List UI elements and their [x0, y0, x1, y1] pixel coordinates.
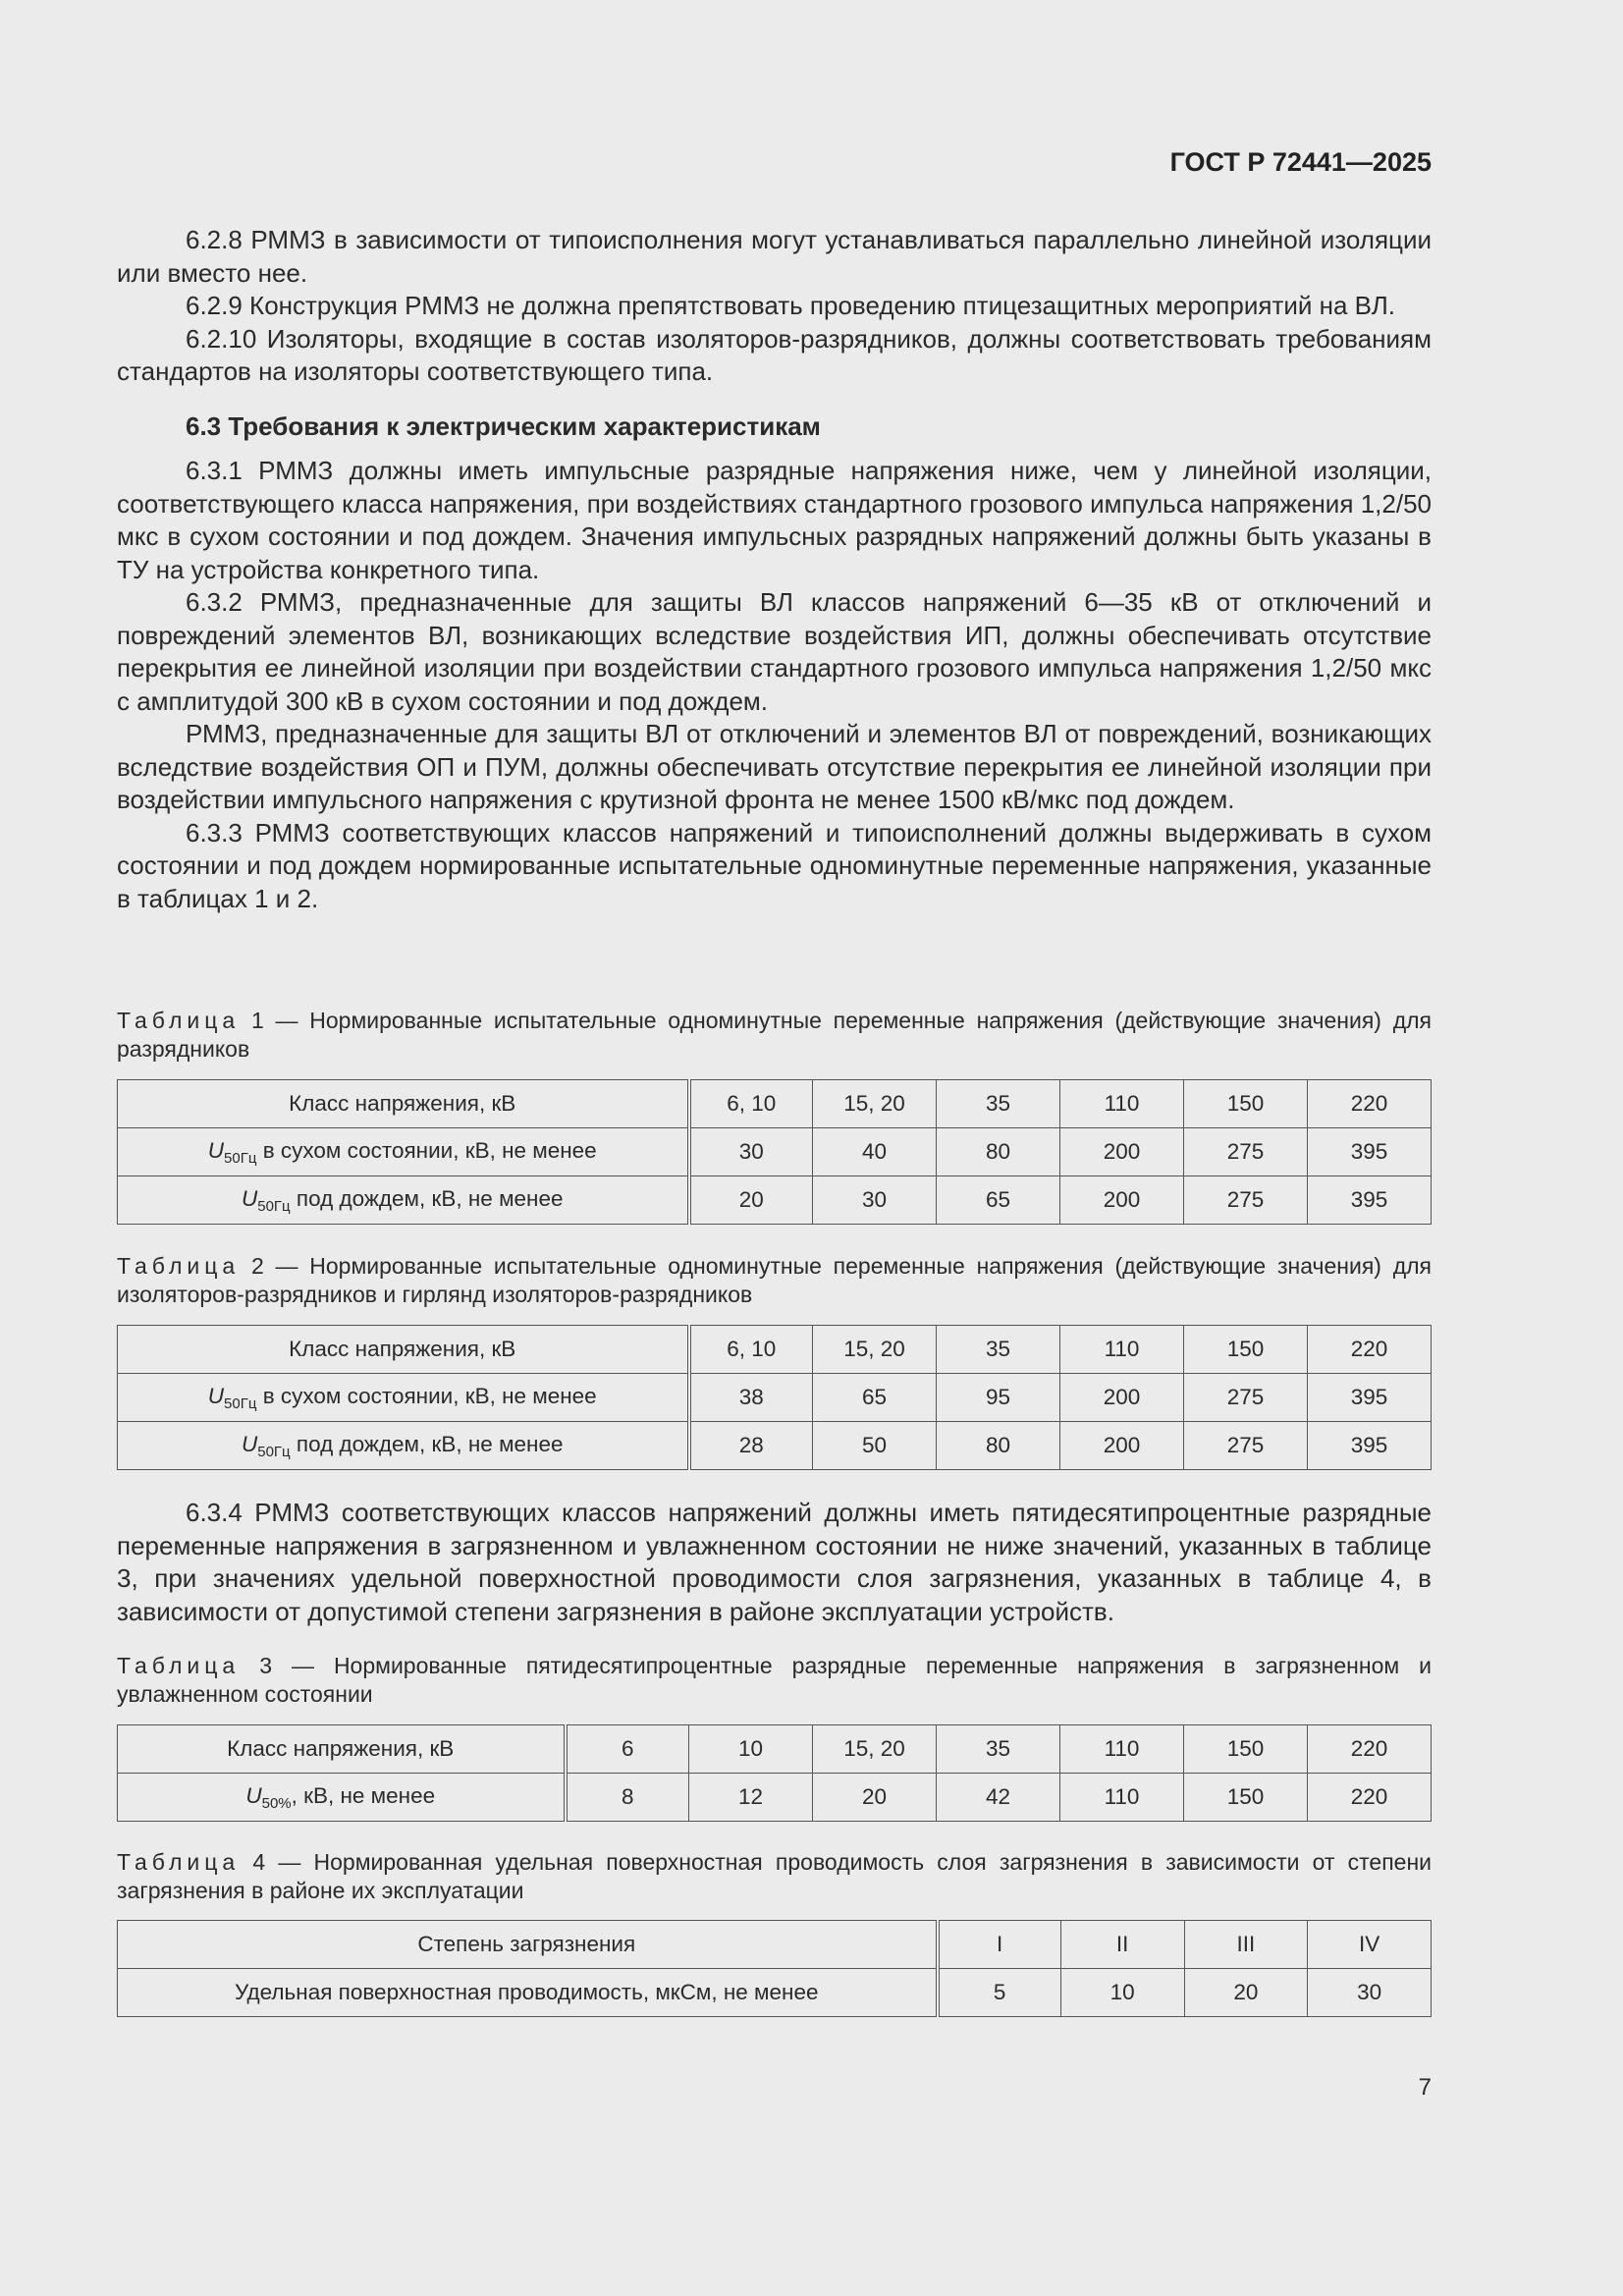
table-cell: 395	[1308, 1374, 1432, 1422]
table3-row-header-class: Класс напряжения, кВ	[118, 1725, 566, 1774]
table-cell: 150	[1184, 1725, 1308, 1774]
table-row	[118, 1921, 1432, 1969]
table2-caption-text: 2 — Нормированные испытательные одноминутные переменные напряжения (действующие значения) для изоляторов-разрядников и гирлянд изоляторов-разрядников	[117, 1253, 1433, 1307]
table1-row-header-dry: $U_{50Гц}$ в сухом состоянии, кВ, не менее	[118, 1128, 689, 1176]
table-row	[118, 1128, 1432, 1176]
paragraph-6-2-8: 6.2.8 РММЗ в зависимости от типоисполнения могут устанавливаться параллельно линейной изоляции или вместо нее.	[117, 225, 1432, 288]
text-block-2	[117, 1497, 1432, 1628]
table-cell: 15, 20	[813, 1725, 937, 1774]
table1-caption	[117, 1007, 1432, 1064]
table-cell: 275	[1184, 1374, 1308, 1422]
table-cell: 95	[937, 1374, 1060, 1422]
table-cell: 220	[1308, 1725, 1432, 1774]
table2	[117, 1325, 1432, 1470]
paragraph-6-3-3: 6.3.3 РММЗ соответствующих классов напряжений и типоисполнений должны выдерживать в сухом состоянии и под дождем нормированные испытательные одноминутные переменные напряжения, указанные в таблицах 1 и 2.	[117, 817, 1432, 913]
table-cell: 200	[1060, 1374, 1184, 1422]
table-cell: 275	[1184, 1128, 1308, 1176]
paragraph-rmmz-op-pum: РММЗ, предназначенные для защиты ВЛ от отключений и элементов ВЛ от повреждений, возникающих вследствие воздействия ОП и ПУМ, должны обеспечивать отсутствие перекрытия ее линейной изоляции при воздействии импульсного напряжения с крутизной фронта не менее 1500 кВ/мкс под дождем.	[117, 719, 1432, 814]
table-cell: 110	[1060, 1326, 1184, 1374]
table-cell: 5	[938, 1969, 1061, 2017]
table-cell: 65	[937, 1176, 1060, 1225]
table2-row-header-class: Класс напряжения, кВ	[118, 1326, 689, 1374]
table4	[117, 1920, 1432, 2017]
section-title-6-3: 6.3 Требования к электрическим характеристикам	[186, 410, 821, 441]
table-cell: 10	[689, 1725, 813, 1774]
table-cell: III	[1184, 1921, 1308, 1969]
table-cell: 200	[1060, 1422, 1184, 1470]
paragraph-6-3-4: 6.3.4 РММЗ соответствующих классов напряжений должны иметь пятидесятипроцентные разрядные переменные напряжения в загрязненном и увлажненном состоянии не ниже значений, указанных в таблице 3, при значениях удельной поверхностной проводимости слоя загрязнения, указанных в таблице 4, в зависимости от допустимой степени загрязнения в районе эксплуатации устройств.	[117, 1498, 1432, 1626]
table4-row-header-degree: Степень загрязнения	[118, 1921, 938, 1969]
table-cell: 80	[937, 1128, 1060, 1176]
paragraph-6-3-2: 6.3.2 РММЗ, предназначенные для защиты ВЛ классов напряжений 6—35 кВ от отключений и повреждений элементов ВЛ, возникающих вследствие воздействия ИП, должны обеспечивать отсутствие перекрытия ее линейной изоляции при воздействии стандартного грозового импульса напряжения 1,2/50 мкс с амплитудой 300 кВ в сухом состоянии и под дождем.	[117, 587, 1432, 716]
table1-label: Таблица	[117, 1008, 241, 1033]
table-cell: 35	[937, 1725, 1060, 1774]
table-cell: 220	[1308, 1774, 1432, 1822]
table-cell: 30	[813, 1176, 937, 1225]
table-cell: 150	[1184, 1326, 1308, 1374]
text-block-1	[117, 224, 1432, 915]
table-cell: 15, 20	[813, 1080, 937, 1128]
table-cell: 220	[1308, 1080, 1432, 1128]
table-cell: 275	[1184, 1176, 1308, 1225]
table3-caption	[117, 1652, 1432, 1709]
table-row	[118, 1326, 1432, 1374]
table4-caption	[117, 1848, 1432, 1905]
table-cell: 200	[1060, 1128, 1184, 1176]
table3-caption-text: 3 — Нормированные пятидесятипроцентные разрядные переменные напряжения в загрязненном и увлажненном состоянии	[117, 1653, 1433, 1707]
table-row	[118, 1176, 1432, 1225]
table3-label: Таблица	[117, 1653, 241, 1678]
table1-row-header-class: Класс напряжения, кВ	[118, 1080, 689, 1128]
table1	[117, 1079, 1432, 1225]
table-cell: 6	[566, 1725, 689, 1774]
table-row	[118, 1374, 1432, 1422]
table-cell: 395	[1308, 1128, 1432, 1176]
table-cell: II	[1060, 1921, 1184, 1969]
table-cell: 12	[689, 1774, 813, 1822]
page-number: 7	[1418, 2074, 1432, 2101]
table-cell: 28	[689, 1422, 813, 1470]
table-cell: 275	[1184, 1422, 1308, 1470]
table-cell: 30	[1308, 1969, 1432, 2017]
table-cell: 200	[1060, 1176, 1184, 1225]
table-cell: 40	[813, 1128, 937, 1176]
table-cell: IV	[1308, 1921, 1432, 1969]
table-row	[118, 1969, 1432, 2017]
paragraph-6-2-9: 6.2.9 Конструкция РММЗ не должна препятствовать проведению птицезащитных мероприятий на ВЛ.	[186, 291, 1396, 320]
table1-caption-text: 1 — Нормированные испытательные одноминутные переменные напряжения (действующие значения) для разрядников	[117, 1008, 1433, 1062]
table-row	[118, 1774, 1432, 1822]
table-cell: 150	[1184, 1774, 1308, 1822]
table-cell: 35	[937, 1080, 1060, 1128]
table-cell: 50	[813, 1422, 937, 1470]
table-cell: 35	[937, 1326, 1060, 1374]
table1-row-header-wet: $U_{50Гц}$ под дождем, кВ, не менее	[118, 1176, 689, 1225]
table-cell: 8	[566, 1774, 689, 1822]
table2-caption	[117, 1252, 1432, 1309]
table3	[117, 1724, 1432, 1822]
table2-row-header-dry: $U_{50Гц}$ в сухом состоянии, кВ, не менее	[118, 1374, 689, 1422]
table-cell: 6, 10	[689, 1326, 813, 1374]
table-cell: 110	[1060, 1774, 1184, 1822]
table2-label: Таблица	[117, 1253, 241, 1279]
table-cell: 110	[1060, 1080, 1184, 1128]
table-cell: 15, 20	[813, 1326, 937, 1374]
paragraph-6-2-10: 6.2.10 Изоляторы, входящие в состав изоляторов-разрядников, должны соответствовать требованиям стандартов на изоляторы соответствующего типа.	[117, 323, 1432, 386]
document-id-header: ГОСТ Р 72441—2025	[1169, 147, 1432, 177]
table-cell: I	[938, 1921, 1061, 1969]
table-cell: 20	[689, 1176, 813, 1225]
table4-label: Таблица	[117, 1849, 241, 1875]
table-cell: 42	[937, 1774, 1060, 1822]
table-cell: 150	[1184, 1080, 1308, 1128]
table-cell: 30	[689, 1128, 813, 1176]
table-cell: 38	[689, 1374, 813, 1422]
table-cell: 20	[813, 1774, 937, 1822]
table-cell: 395	[1308, 1176, 1432, 1225]
table-cell: 20	[1184, 1969, 1308, 2017]
table-row	[118, 1422, 1432, 1470]
table-row	[118, 1725, 1432, 1774]
table-cell: 80	[937, 1422, 1060, 1470]
table-cell: 65	[813, 1374, 937, 1422]
table4-row-header-value: Удельная поверхностная проводимость, мкСм, не менее	[118, 1969, 938, 2017]
table-cell: 6, 10	[689, 1080, 813, 1128]
table3-row-header-value: $U_{50\%}$, кВ, не менее	[118, 1774, 566, 1822]
table-cell: 110	[1060, 1725, 1184, 1774]
table4-caption-text: 4 — Нормированная удельная поверхностная проводимость слоя загрязнения в зависимости от степени загрязнения в районе их эксплуатации	[117, 1849, 1432, 1903]
table2-row-header-wet: $U_{50Гц}$ под дождем, кВ, не менее	[118, 1422, 689, 1470]
paragraph-6-3-1: 6.3.1 РММЗ должны иметь импульсные разрядные напряжения ниже, чем у линейной изоляции, соответствующего класса напряжения, при воздействиях стандартного грозового импульса напряжения 1,2/50 мкс в сухом состоянии и под дождем. Значения импульсных разрядных напряжений должны быть указаны в ТУ на устройства конкретного типа.	[117, 456, 1432, 584]
table-cell: 395	[1308, 1422, 1432, 1470]
table-row	[118, 1080, 1432, 1128]
table-cell: 220	[1308, 1326, 1432, 1374]
table-cell: 10	[1060, 1969, 1184, 2017]
